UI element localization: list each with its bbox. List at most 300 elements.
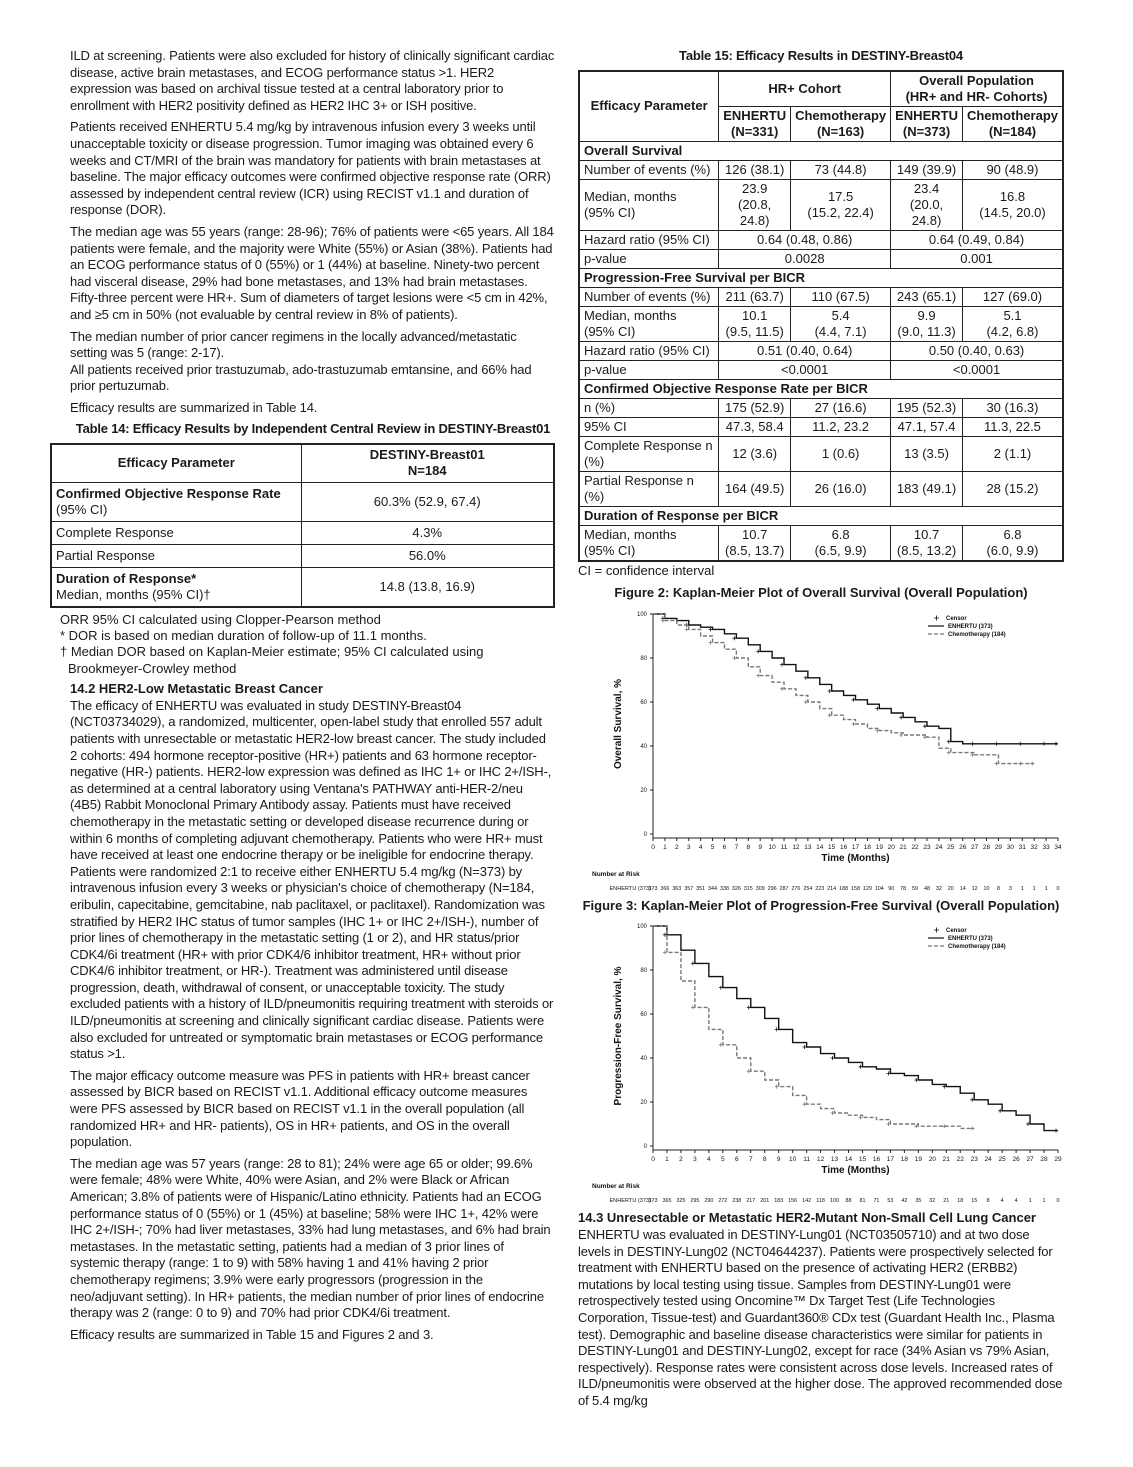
y-axis-label: Overall Survival, % [613,678,624,769]
x-tick-label: 31 [1018,843,1026,851]
risk-value: 15 [971,1198,978,1205]
risk-value: 363 [672,885,682,892]
table-section-label: Progression-Free Survival per BICR [579,268,1063,287]
x-tick-label: 18 [863,843,872,851]
table-row-label: Median, months (95% CI) [579,306,719,341]
x-tick-label: 29 [1054,1156,1062,1164]
x-tick-label: 19 [875,843,883,851]
censor-mark [875,728,879,732]
censor-mark [970,1127,974,1131]
table-row-label: Median, months (95% CI) [579,525,719,561]
y-tick-label: 40 [640,1056,647,1063]
table-cell: 26 (16.0) [791,471,891,506]
risk-value: 14 [959,885,966,892]
table-cell: Partial Response [51,544,301,567]
legend-label: ENHERTU (373) [948,623,993,630]
x-tick-label: 15 [858,1156,867,1164]
x-tick-label: 24 [935,843,943,851]
table-section-row [579,379,1063,398]
x-tick-label: 14 [816,843,824,851]
table-section-row [579,506,1063,525]
table-cell: 10.7 (8.5, 13.2) [891,525,963,561]
table-15-footnote: CI = confidence interval [578,562,715,578]
series-line-enhertu [653,926,1058,1131]
table-cell: 0.64 (0.49, 0.84) [891,230,1063,249]
table-cell: 2 (1.1) [962,436,1063,471]
risk-value: 88 [845,1198,852,1205]
table-row [579,341,1063,360]
risk-value: 78 [900,885,907,892]
x-tick-label: 23 [923,843,931,851]
paragraph: The efficacy of ENHERTU was evaluated in study DESTINY-Breast04 (NCT03734029), a randomized, multicenter, open-label study that enrolled 557 adult patients with unresectable or metastatic HER2-low breast cancer. The study included 2 cohorts: 494 hormone receptor-positive (HR+) patients and 63 hormone receptor-negative (HR-) patients. HER2-low expression was defined as IHC 1+ or IHC 2+/ISH-, as determined at a central laboratory using Ventana's PATHWAY anti-HER-2/neu (4B5) Rabbit Monoclonal Primary Antibody assay. Patients must have received chemotherapy in the metastatic setting or developed disease recurrence during or within 6 months of completing adjuvant chemotherapy. Patients who were HR+ must have received at least one endocrine therapy or be ineligible for endocrine therapy. Patients were randomized 2:1 to receive either ENHERTU 5.4 mg/kg (N=373) by intravenous infusion every 3 weeks or physician's choice of chemotherapy (N=184, eribulin, capecitabine, gemcitabine, nab paclitaxel, or paclitaxel). Randomization was stratified by HER2 IHC status of tumor samples (IHC 1+ or IHC 2+/ISH-), number of prior lines of chemotherapy in the metastatic setting (1 or 2), and HR status/prior CDK4/6i treatment (HR+ with prior CDK4/6 inhibitor treatment, HR+ without prior CDK4/6 inhibitor treatment, or HR-). Treatment was administered until disease progression, death, withdrawal of consent, or unacceptable toxicity. The study excluded patients with a history of ILD/pneumonitis requiring treatment with steroids or ILD/pneumonitis at screening and clinically significant cardiac disease. Patients were also excluded for untreated or symptomatic brain metastases or ECOG performance status >1. [70,697,554,1062]
risk-row-label: ENHERTU (373) [609,1198,651,1205]
x-tick-label: 25 [998,1156,1006,1164]
paragraph: Efficacy results are summarized in Table 14. [70,399,318,415]
table-cell: 1 (0.6) [791,436,891,471]
risk-value: 81 [859,1198,866,1205]
table-row-label: p-value [579,360,719,379]
x-tick-label: 18 [900,1156,908,1164]
figure-3-caption: Figure 3: Kaplan-Meier Plot of Progression-Free Survival (Overall Population) [582,897,1060,913]
x-tick-label: 20 [928,1156,936,1164]
table-section-label: Confirmed Objective Response Rate per BICR [579,379,1063,398]
risk-row-label: ENHERTU (373) [609,885,651,892]
table-cell: 243 (65.1) [891,287,963,306]
table-14-caption: Table 14: Efficacy Results by Independent Central Review in DESTINY-Breast01 [75,421,551,437]
risk-value: 223 [815,885,825,892]
risk-value: 4 [1000,1198,1004,1205]
y-tick-label: 80 [640,655,647,662]
risk-value: 8 [986,1198,990,1205]
legend-label: ENHERTU (373) [948,936,993,943]
legend-label: Censor [946,928,967,935]
table-header: Overall Population (HR+ and HR- Cohorts) [891,71,1063,107]
risk-value: 373 [648,885,658,892]
table-cell: Complete Response [51,521,301,544]
x-tick-label: 27 [1026,1156,1034,1164]
table-header: ENHERTU (N=331) [719,106,791,141]
table-row [579,160,1063,179]
risk-value: 53 [887,1198,894,1205]
x-tick-label: 25 [947,843,955,851]
risk-value: 295 [690,1198,700,1205]
risk-value: 90 [888,885,895,892]
table-cell: 0.0028 [719,249,891,268]
table-header: Chemotherapy (N=163) [791,106,891,141]
censor-mark [661,618,665,622]
number-at-risk-title: Number at Risk [592,1183,640,1191]
table-cell: 183 (49.1) [891,471,963,506]
table-row [579,306,1063,341]
x-tick-label: 8 [762,1156,767,1164]
censor-mark [1018,761,1022,765]
risk-value: 129 [862,885,872,892]
risk-value: 1 [1044,885,1048,892]
x-axis-label: Time (Months) [821,1165,890,1177]
x-tick-label: 9 [776,1156,781,1164]
paragraph: Efficacy results are summarized in Table 15 and Figures 2 and 3. [70,1326,434,1342]
table-header: ENHERTU (N=373) [891,106,963,141]
table-cell: 211 (63.7) [719,287,791,306]
table-row-label: Complete Response n (%) [579,436,719,471]
x-tick-label: 24 [984,1156,992,1164]
x-tick-label: 8 [746,843,751,851]
table-cell: 149 (39.9) [891,160,963,179]
paragraph: The major efficacy outcome measure was PFS in patients with HR+ breast cancer assessed by BICR based on RECIST v1.1. Additional efficacy outcome measures were PFS assessed by BICR based on RECIST v1.1 in the overall population (all randomized HR+ and HR- patients), OS in HR+ patients, and OS in the overall population. [70,1067,530,1150]
table-cell: 9.9 (9.0, 11.3) [891,306,963,341]
table-15-caption: Table 15: Efficacy Results in DESTINY-Breast04 [679,48,963,63]
censor-mark [923,735,927,739]
x-tick-label: 17 [851,843,860,851]
table-cell: <0.0001 [719,360,891,379]
table-cell: 4.3% [301,521,554,544]
x-tick-label: 30 [1006,843,1014,851]
y-tick-label: 40 [640,743,647,750]
table-cell: 90 (48.9) [962,160,1063,179]
risk-value: 3 [1008,885,1012,892]
censor-mark [994,742,998,746]
x-tick-label: 15 [828,843,836,851]
table-cell: 30 (16.3) [962,398,1063,417]
table-row-label: n (%) [579,398,719,417]
table-cell: 0.50 (0.40, 0.63) [891,341,1063,360]
risk-value: 35 [915,1198,922,1205]
table-header: Efficacy Parameter [51,444,301,482]
censor-mark [971,753,975,757]
paragraph: All patients received prior trastuzumab, ado-trastuzumab emtansine, and 66% had prior pertuzumab. [70,361,532,394]
x-tick-label: 4 [707,1156,711,1164]
table-row [579,360,1063,379]
x-tick-label: 11 [780,843,788,851]
table-row [579,230,1063,249]
risk-value: 32 [929,1198,936,1205]
x-tick-label: 23 [970,1156,978,1164]
table-cell: 0.001 [891,249,1063,268]
table-14 [50,443,555,608]
table-cell: 28 (15.2) [962,471,1063,506]
risk-value: 188 [839,885,849,892]
table-section-row [579,141,1063,160]
y-tick-label: 0 [643,1144,647,1151]
risk-value: 48 [923,885,930,892]
table-cell: 0.64 (0.48, 0.86) [719,230,891,249]
table-cell: 23.4 (20.0, 24.8) [891,179,963,230]
legend-label: Chemotherapy (184) [948,631,1006,638]
table-cell: 73 (44.8) [791,160,891,179]
censor-mark [942,1125,946,1129]
table-cell: 56.0% [301,544,554,567]
x-tick-label: 9 [758,843,763,851]
x-tick-label: 33 [1042,843,1050,851]
risk-value: 357 [684,885,694,892]
table-header: Efficacy Parameter [579,71,719,142]
censor-mark [732,656,736,660]
table-row [579,287,1063,306]
table-cell: 127 (69.0) [962,287,1063,306]
risk-value: 4 [1014,1198,1018,1205]
table-cell: 16.8 (14.5, 20.0) [962,179,1063,230]
paragraph: ILD at screening. Patients were also excluded for history of clinically significant cardiac disease, active brain metastases, and ECOG performance status >1. HER2 expression was based on archival tissue tested at a central laboratory prior to enrollment with HER2 positivity defined as HER2 IHC 3+ or ISH positive. [70,48,555,113]
footnote: † Median DOR based on Kaplan-Meier estimate; 95% CI calculated using Brookmeyer-Crowley method [60,644,484,676]
section-heading: 14.3 Unresectable or Metastatic HER2-Mutant Non-Small Cell Lung Cancer [578,1210,1036,1226]
footnote: ORR 95% CI calculated using Clopper-Pearson method [60,611,381,627]
x-tick-label: 2 [675,843,679,851]
risk-value: 104 [874,885,884,892]
censor-mark [1042,742,1046,746]
table-section-row [579,268,1063,287]
table-cell: 110 (67.5) [791,287,891,306]
risk-value: 183 [774,1198,784,1205]
table-row-label: Median, months (95% CI) [579,179,719,230]
risk-value: 59 [912,885,919,892]
table-cell: 13 (3.5) [891,436,963,471]
x-tick-label: 12 [816,1156,825,1164]
x-tick-label: 27 [971,843,979,851]
x-tick-label: 28 [982,843,991,851]
y-tick-label: 80 [640,968,647,975]
x-tick-label: 13 [804,843,812,851]
x-tick-label: 7 [748,1156,753,1164]
x-tick-label: 10 [789,1156,797,1164]
risk-value: 309 [755,885,765,892]
footnote: * DOR is based on median duration of follow-up of 11.1 months. [60,627,427,643]
x-tick-label: 0 [651,1156,655,1164]
x-tick-label: 28 [1040,1156,1048,1164]
table-cell: 6.8 (6.5, 9.9) [791,525,891,561]
risk-value: 326 [731,885,741,892]
x-tick-label: 29 [994,843,1003,851]
risk-value: 217 [746,1198,756,1205]
x-axis-label: Time (Months) [821,852,890,864]
table-row [579,525,1063,561]
x-tick-label: 11 [803,1156,810,1164]
y-tick-label: 20 [640,787,647,794]
table-cell: 5.4 (4.4, 7.1) [791,306,891,341]
risk-value: 1 [1032,885,1036,892]
section-heading: 14.2 HER2-Low Metastatic Breast Cancer [70,681,323,697]
y-axis-label: Progression-Free Survival, % [613,966,624,1106]
table-cell: <0.0001 [891,360,1063,379]
legend-label: Censor [946,615,967,622]
table-section-label: Overall Survival [579,141,1063,160]
x-tick-label: 5 [721,1156,725,1164]
risk-value: 272 [718,1198,728,1205]
table-cell: 10.1 (9.5, 11.5) [719,306,791,341]
x-tick-label: 17 [886,1156,895,1164]
table-15 [578,70,1064,562]
figure-3-km-plot [578,916,1064,1208]
risk-value: 325 [676,1198,686,1205]
risk-value: 254 [803,885,813,892]
table-row [579,249,1063,268]
risk-value: 315 [743,885,753,892]
left-column [56,48,556,1348]
risk-value: 276 [791,885,801,892]
x-tick-label: 22 [911,843,919,851]
table-row [579,436,1063,471]
table-cell: 10.7 (8.5, 13.7) [719,525,791,561]
censor-mark [756,673,760,677]
y-tick-label: 20 [640,1100,647,1107]
table-cell: 195 (52.3) [891,398,963,417]
risk-value: 71 [873,1198,880,1205]
risk-value: 201 [760,1198,770,1205]
risk-value: 1 [1020,885,1024,892]
table-section-label: Duration of Response per BICR [579,506,1063,525]
x-tick-label: 5 [710,843,715,851]
censor-mark [1030,761,1034,765]
table-cell: 47.3, 58.4 [719,417,791,436]
table-row-label: Hazard ratio (95% CI) [579,230,719,249]
risk-value: 373 [648,1198,658,1205]
table-cell: Confirmed Objective Response Rate (95% CI) [51,482,301,521]
risk-value: 238 [732,1198,742,1205]
table-header: Chemotherapy (N=184) [962,106,1063,141]
risk-value: 8 [996,885,1000,892]
paragraph: Patients received ENHERTU 5.4 mg/kg by intravenous infusion every 3 weeks until unacceptable toxicity or disease progression. Tumor imaging was obtained every 6 weeks and CT/MRI of the brain was mandatory for patients with brain metastases at baseline. The major efficacy outcomes were confirmed objective response rate (ORR) assessed by independent central review (ICR) using RECIST v1.1 and duration of response (DOR). [70,119,551,218]
x-tick-label: 0 [651,843,655,851]
table-cell: 11.2, 23.2 [791,417,891,436]
x-tick-label: 10 [768,843,776,851]
x-tick-label: 32 [1030,843,1038,851]
risk-value: 1 [1028,1198,1032,1205]
risk-value: 366 [660,885,670,892]
paragraph: The median age was 55 years (range: 28-96); 76% of patients were <65 years. All 184 patients were female, and the majority were White (55%) or Asian (38%). Patients had an ECOG performance status of 0 (55%) or 1 (44%) at baseline. Ninety-two percent had visceral disease, 29% had bone metastases, and 13% had brain metastases. Fifty-three percent were HR+. Sum of diameters of target lesions were <5 cm in 42%, and ≥5 cm in 50% (not evaluable by central review in 8% of patients). [70,223,554,322]
risk-value: 142 [802,1198,812,1205]
risk-value: 214 [827,885,837,892]
table-14-footnotes [60,612,556,678]
table-cell: 23.9 (20.8, 24.8) [719,179,791,230]
table-cell: 0.51 (0.40, 0.64) [719,341,891,360]
table-header: HR+ Cohort [719,71,891,107]
x-tick-label: 22 [956,1156,964,1164]
table-cell: 47.1, 57.4 [891,417,963,436]
censor-mark [1054,742,1058,746]
y-tick-label: 100 [636,924,647,931]
x-tick-label: 3 [693,1156,697,1164]
legend-censor-icon [934,615,939,620]
table-cell: 126 (38.1) [719,160,791,179]
x-tick-label: 26 [959,843,967,851]
risk-value: 10 [983,885,990,892]
censor-mark [971,742,975,746]
risk-value: 338 [719,885,729,892]
x-tick-label: 7 [734,843,739,851]
x-tick-label: 19 [914,1156,922,1164]
risk-value: 12 [971,885,978,892]
table-row-label: Number of events (%) [579,287,719,306]
table-cell: 17.5 (15.2, 22.4) [791,179,891,230]
censor-mark [852,722,856,726]
x-tick-label: 4 [698,843,703,851]
table-row [579,471,1063,506]
table-row-label: Hazard ratio (95% CI) [579,341,719,360]
figure-2-km-plot [578,604,1064,896]
y-tick-label: 0 [643,831,647,838]
x-tick-label: 1 [665,1156,669,1164]
x-tick-label: 34 [1054,843,1062,851]
risk-value: 100 [830,1198,840,1205]
risk-value: 296 [767,885,777,892]
risk-value: 21 [943,1198,950,1205]
x-tick-label: 20 [887,843,895,851]
y-tick-label: 100 [636,611,647,618]
table-row-label: p-value [579,249,719,268]
table-row-label: Number of events (%) [579,160,719,179]
risk-value: 0 [1056,885,1060,892]
table-row [579,398,1063,417]
y-tick-label: 60 [640,1012,647,1019]
table-header: DESTINY-Breast01 N=184 [301,444,554,482]
risk-value: 1 [1042,1198,1046,1205]
table-cell: 11.3, 22.5 [962,417,1063,436]
x-tick-label: 14 [844,1156,853,1164]
legend-censor-icon [934,928,939,933]
figure-2-caption: Figure 2: Kaplan-Meier Plot of Overall Survival (Overall Population) [614,585,1028,601]
x-tick-label: 13 [830,1156,839,1164]
risk-value: 20 [947,885,954,892]
risk-value: 18 [957,1198,964,1205]
paragraph: The median number of prior cancer regimens in the locally advanced/metastatic setting was 5 (range: 2-17). [70,328,517,361]
table-cell: 5.1 (4.2, 6.8) [962,306,1063,341]
censor-mark [1018,742,1022,746]
risk-value: 365 [662,1198,672,1205]
x-tick-label: 3 [686,843,691,851]
paragraph: ENHERTU was evaluated in DESTINY-Lung01 (NCT03505710) and at two dose levels in DESTINY-Lung02 (NCT04644237). Patients were prospectively selected for treatment with ENHERTU based on the presence of activating HER2 (ERBB2) mutations by local testing using tissue. Samples from DESTINY-Lung01 were retrospectively tested using Oncomine™ Dx Target Test (Life Technologies Corporation, Tissue-test) and Guardant360® CDx test (Guardant Health Inc., Plasma test). Demographic and baseline disease characteristics were similar for patients in DESTINY-Lung01 and DESTINY-Lung02, except for race (34% Asian vs 79% Asian, respectively). Response rates were consistent across dose levels. Increased rates of ILD/pneumonitis were observed at the higher dose. The approved recommended dose of 5.4 mg/kg [578,1226,1063,1408]
x-tick-label: 21 [942,1156,950,1164]
right-column [578,48,1064,1415]
table-cell: 60.3% (52.9, 67.4) [301,482,554,521]
table-row [579,417,1063,436]
x-tick-label: 6 [722,843,727,851]
risk-value: 344 [708,885,718,892]
paragraph: The median age was 57 years (range: 28 to 81); 24% were age 65 or older; 99.6% were female; 48% were White, 40% were Asian, and 2% were Black or African American; 3.8% of patients were of Hispanic/Latino ethnicity. Patients had an ECOG performance status of 0 (55%) or 1 (45%) at baseline; 58% were IHC 1+, 42% were IHC 2+/ISH-; 70% had liver metastases, 33% had lung metastases, and 6% had brain metastases. In the metastatic setting, patients had a median of 3 prior lines of systemic therapy (range: 1 to 9) with 58% having 1 and 41% having 2 prior chemotherapy regimens; 3.9% were early progressors (progression in the neo/adjuvant setting). In HR+ patients, the median number of prior lines of endocrine therapy was 2 (range: 0 to 9) and 70% had prior CDK4/6i treatment. [70,1155,551,1321]
x-tick-label: 16 [872,1156,881,1164]
risk-value: 287 [779,885,789,892]
table-cell: 6.8 (6.0, 9.9) [962,525,1063,561]
series-line-chemotherapy [653,926,974,1128]
table-cell: 175 (52.9) [719,398,791,417]
risk-value: 32 [935,885,942,892]
risk-value: 156 [788,1198,798,1205]
censor-mark [1054,1129,1058,1133]
legend-label: Chemotherapy (184) [948,944,1006,951]
table-cell: 12 (3.6) [719,436,791,471]
table-cell: 27 (16.6) [791,398,891,417]
risk-value: 351 [696,885,706,892]
number-at-risk-title: Number at Risk [592,870,640,878]
table-row-label: Partial Response n (%) [579,471,719,506]
x-tick-label: 2 [679,1156,683,1164]
table-row-label: 95% CI [579,417,719,436]
x-tick-label: 6 [734,1156,739,1164]
x-tick-label: 1 [663,843,667,851]
table-cell: Duration of Response* Median, months (95% CI)† [51,567,301,607]
risk-value: 158 [851,885,860,892]
x-tick-label: 26 [1012,1156,1020,1164]
table-cell: 164 (49.5) [719,471,791,506]
x-tick-label: 12 [792,843,800,851]
table-row [579,179,1063,230]
risk-value: 42 [901,1198,908,1205]
x-tick-label: 16 [839,843,848,851]
y-tick-label: 60 [640,699,647,706]
risk-value: 0 [1056,1198,1060,1205]
x-tick-label: 21 [899,843,907,851]
table-cell: 14.8 (13.8, 16.9) [301,567,554,607]
risk-value: 118 [816,1198,825,1205]
risk-value: 290 [704,1198,714,1205]
